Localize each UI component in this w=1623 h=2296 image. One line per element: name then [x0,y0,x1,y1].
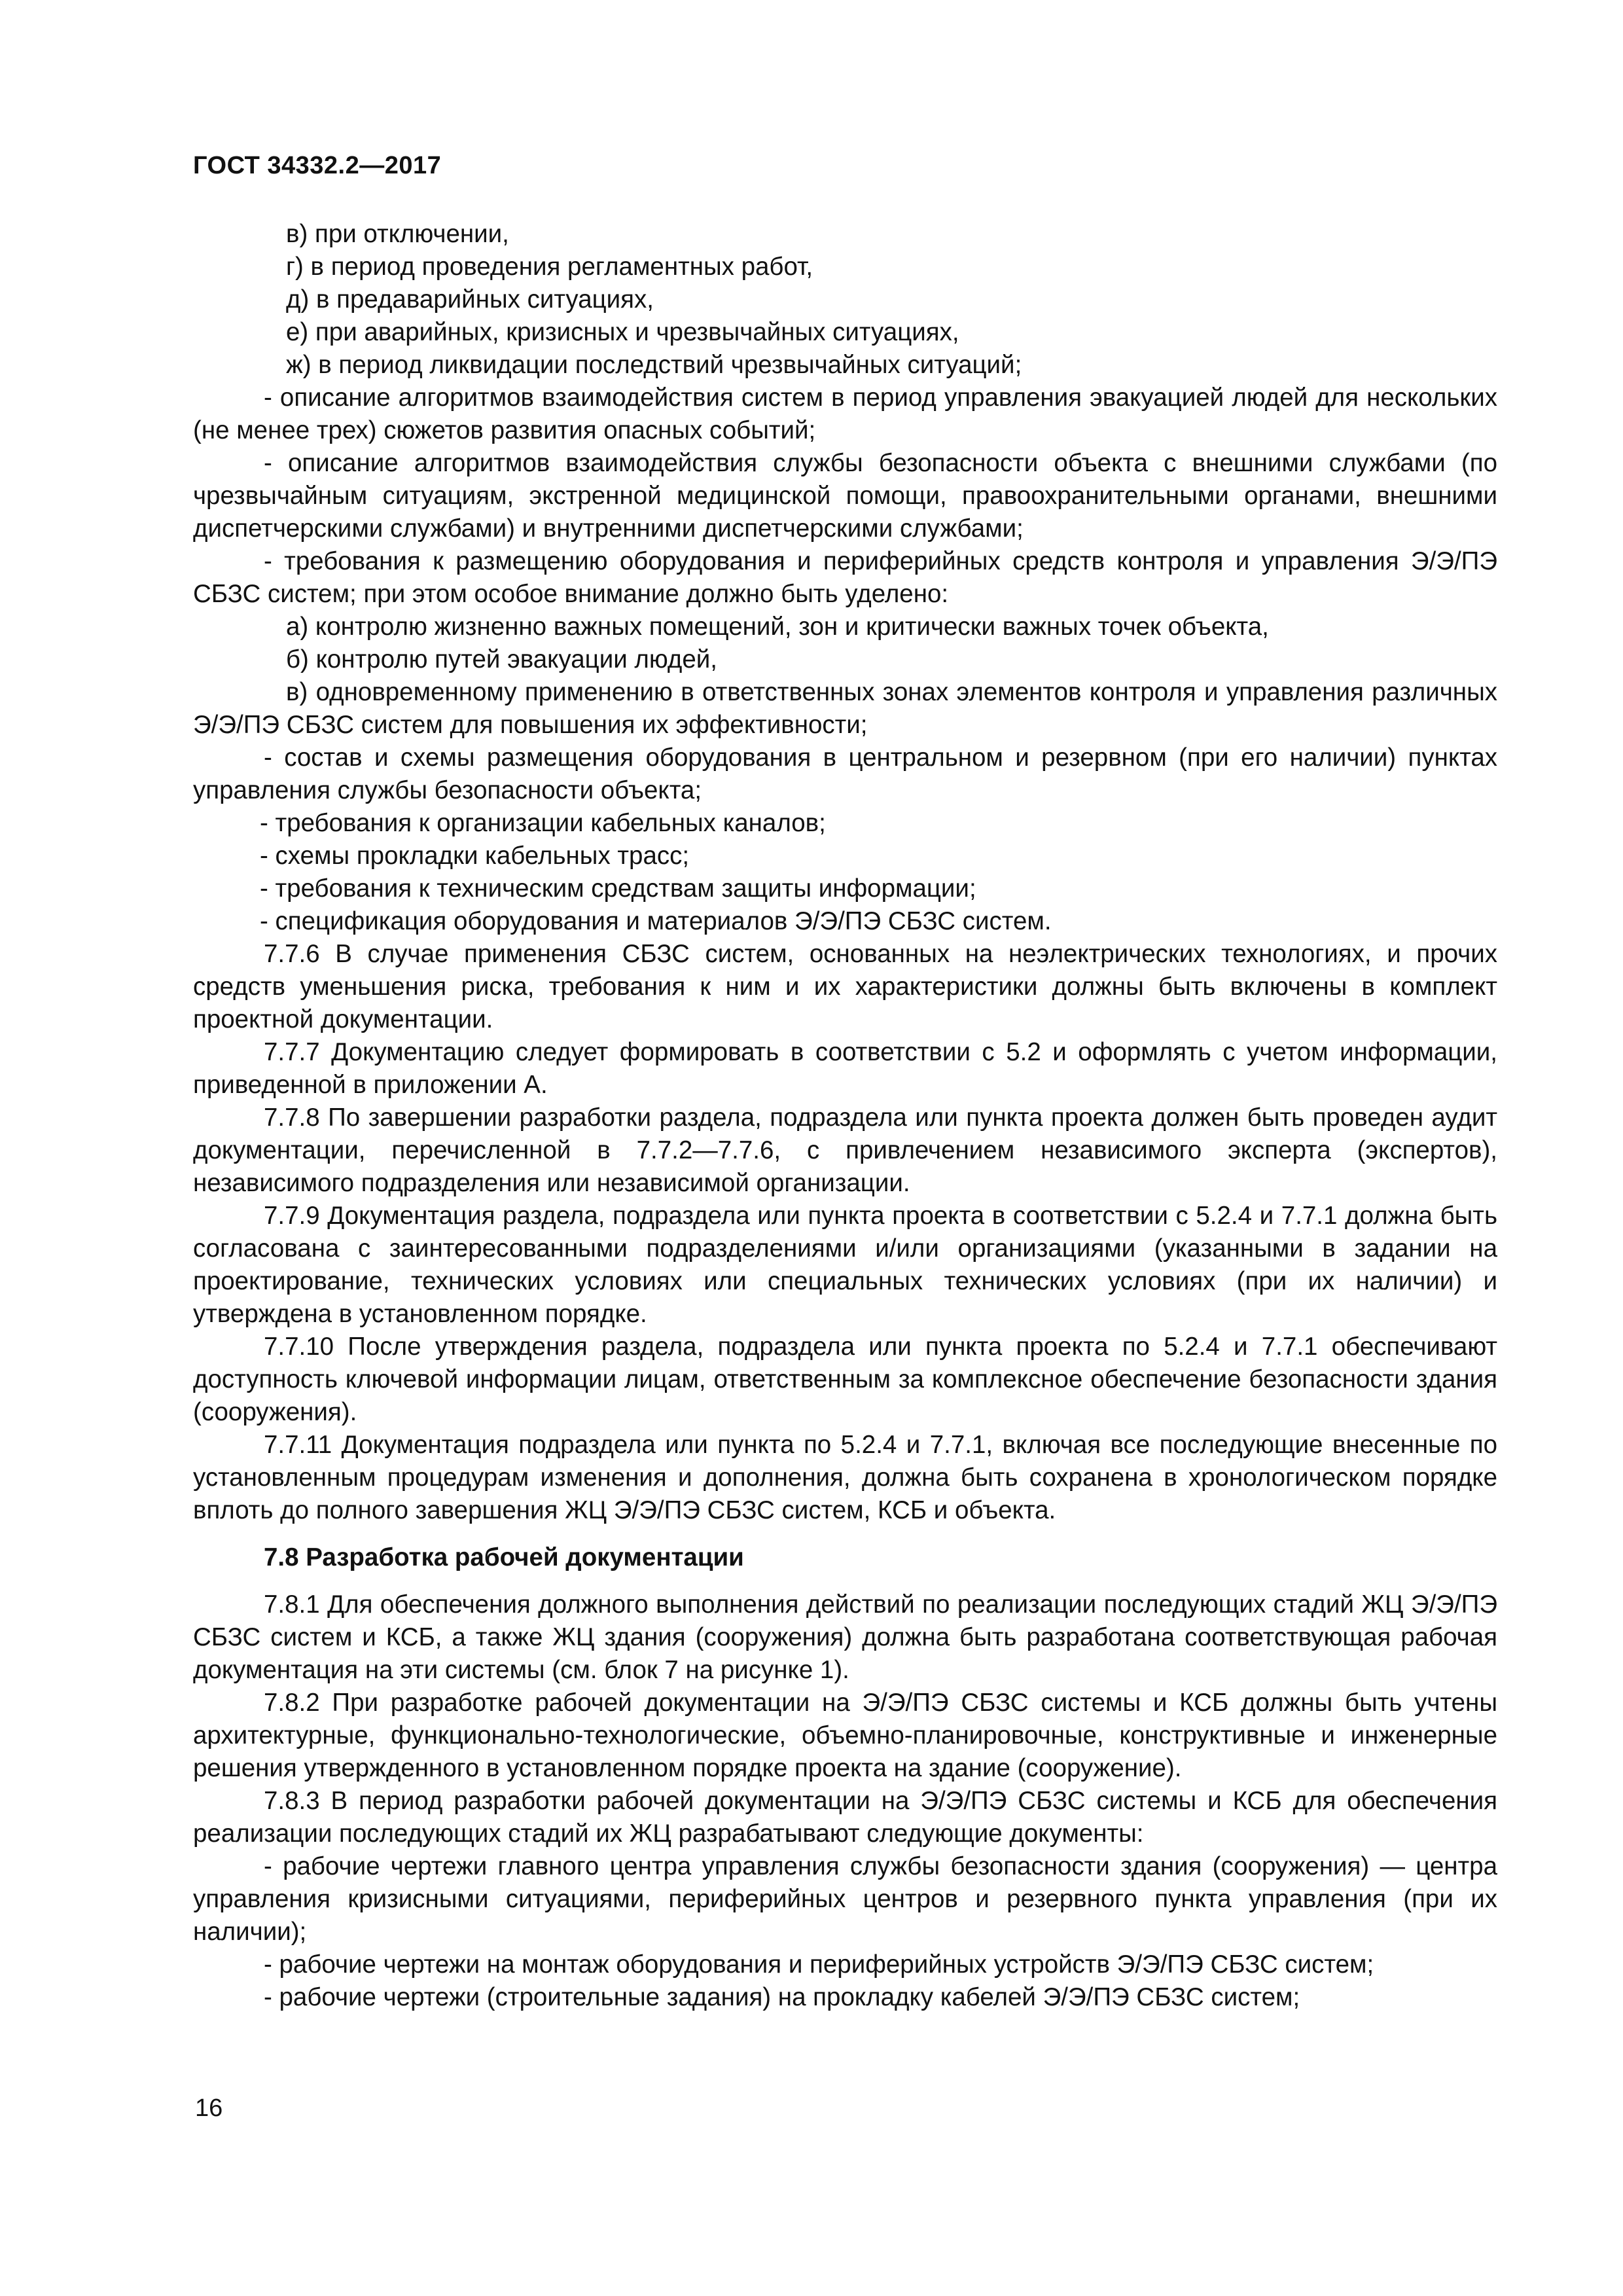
clause-paragraph: 7.8.1 Для обеспечения должного выполнения действий по реализации последующих стадий ЖЦ Э/Э/ПЭ СБЗС систем и КСБ, а также ЖЦ здания (сооружения) должна быть разработана соответствующая рабочая документация на эти системы (см. блок 7 на рисунке 1). [193,1590,1497,1684]
bullet-item: - состав и схемы размещения оборудования в центральном и резервном (при его наличии) пунктах управления службы безопасности объекта; [193,744,1497,804]
bullet-item: - рабочие чертежи (строительные задания) на прокладку кабелей Э/Э/ПЭ СБЗС систем; [264,1983,1300,2011]
bullet-item: - рабочие чертежи главного центра управления службы безопасности здания (сооружения) — центра управления кризисными ситуациями, периферийных центров и резервного пункта управления (при их наличии); [193,1852,1497,1946]
list-item: в) при отключении, [286,220,509,248]
list-item: а) контролю жизненно важных помещений, зон и критически важных точек объекта, [286,613,1269,641]
clause-paragraph: 7.8.3 В период разработки рабочей документации на Э/Э/ПЭ СБЗС системы и КСБ для обеспечения реализации последующих стадий их ЖЦ разрабатывают следующие документы: [193,1787,1497,1848]
standard-header: ГОСТ 34332.2—2017 [193,152,442,179]
bullet-item: - требования к организации кабельных каналов; [260,809,826,837]
list-item: в) одновременному применению в ответственных зонах элементов контроля и управления различных Э/Э/ПЭ СБЗС систем для повышения их эффективности; [193,678,1497,739]
clause-paragraph: 7.7.10 После утверждения раздела, подраздела или пункта проекта по 5.2.4 и 7.7.1 обеспечивают доступность ключевой информации лицам, ответственным за комплексное обеспечение безопасности здания (сооружения). [193,1333,1497,1426]
bullet-item: - рабочие чертежи на монтаж оборудования и периферийных устройств Э/Э/ПЭ СБЗС систем; [264,1950,1374,1979]
list-item: ж) в период ликвидации последствий чрезвычайных ситуаций; [286,351,1022,379]
list-item: б) контролю путей эвакуации людей, [286,645,717,673]
bullet-item: - описание алгоритмов взаимодействия службы безопасности объекта с внешними службами (по чрезвычайным ситуациям, экстренной медицинской помощи, правоохранительными органами, внешними диспетчерскими службами) и внутренними диспетчерскими службами; [193,449,1497,543]
list-item: е) при аварийных, кризисных и чрезвычайных ситуациях, [286,318,959,346]
document-body [193,218,1497,2014]
bullet-item: - спецификация оборудования и материалов Э/Э/ПЭ СБЗС систем. [260,907,1052,935]
list-item: д) в предаварийных ситуациях, [286,285,654,314]
section-heading: 7.8 Разработка рабочей документации [264,1543,744,1571]
bullet-item: - требования к техническим средствам защиты информации; [260,874,976,903]
clause-paragraph: 7.7.9 Документация раздела, подраздела или пункта проекта в соответствии с 5.2.4 и 7.7.1 должна быть согласована с заинтересованными подразделениями и/или организациями (указанными в задании на проектирование, технических условиях или специальных технических условиях (при их наличии) и утверждена в установленном порядке. [193,1202,1497,1328]
page-number: 16 [195,2094,223,2122]
clause-paragraph: 7.7.8 По завершении разработки раздела, подраздела или пункта проекта должен быть проведен аудит документации, перечисленной в 7.7.2—7.7.6, с привлечением независимого эксперта (экспертов), независимого подразделения или независимой организации. [193,1103,1497,1197]
bullet-item: - схемы прокладки кабельных трасс; [260,842,690,870]
bullet-item: - требования к размещению оборудования и периферийных средств контроля и управления Э/Э/ПЭ СБЗС систем; при этом особое внимание должно быть уделено: [193,547,1497,608]
list-item: г) в период проведения регламентных работ, [286,253,813,281]
clause-paragraph: 7.7.7 Документацию следует формировать в соответствии с 5.2 и оформлять с учетом информации, приведенной в приложении А. [193,1038,1497,1099]
clause-paragraph: 7.7.11 Документация подраздела или пункта по 5.2.4 и 7.7.1, включая все последующие внесенные по установленным процедурам изменения и дополнения, должна быть сохранена в хронологическом порядке вплоть до полного завершения ЖЦ Э/Э/ПЭ СБЗС систем, КСБ и объекта. [193,1431,1497,1524]
clause-paragraph: 7.8.2 При разработке рабочей документации на Э/Э/ПЭ СБЗС системы и КСБ должны быть учтены архитектурные, функционально-технологические, объемно-планировочные, конструктивные и инженерные решения утвержденного в установленном порядке проекта на здание (сооружение). [193,1689,1497,1782]
clause-paragraph: 7.7.6 В случае применения СБЗС систем, основанных на неэлектрических технологиях, и прочих средств уменьшения риска, требования к ним и их характеристики должны быть включены в комплект проектной документации. [193,940,1497,1033]
bullet-item: - описание алгоритмов взаимодействия систем в период управления эвакуацией людей для нескольких (не менее трех) сюжетов развития опасных событий; [193,384,1497,444]
